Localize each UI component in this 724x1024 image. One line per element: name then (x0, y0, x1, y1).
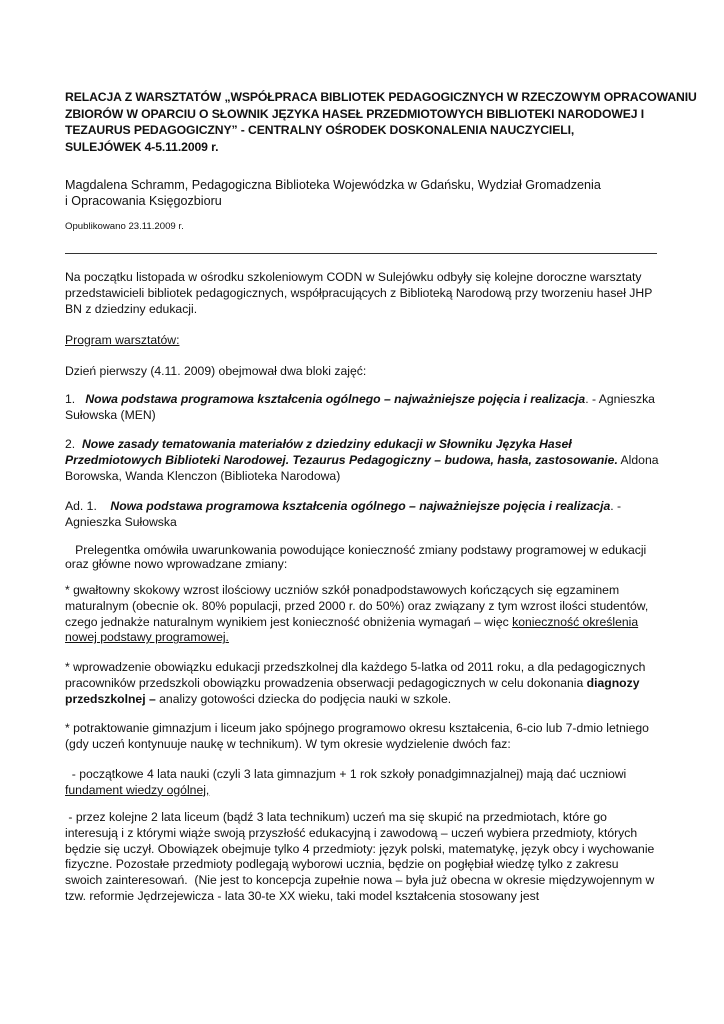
program-heading: Program warsztatów: (65, 333, 180, 347)
ad1-speaker: . - Agnieszka Sułowska (65, 499, 622, 529)
title-line-2: ZBIORÓW W OPARCIU O SŁOWNIK JĘZYKA HASEŁ PRZEDMIOTOWYCH BIBLIOTEKI NARODOWEJ I (65, 106, 645, 121)
author-line-1: Magdalena Schramm, Pedagogiczna Biblioteka Wojewódzka w Gdańsku, Wydział Gromadzenia (65, 178, 601, 192)
program-item-1 (65, 392, 659, 424)
publication-date: Opublikowano 23.11.2009 r. (65, 221, 184, 232)
item-2-speakers: Aldona Borowska, Wanda Klenczon (Biblioteka Narodowa) (65, 452, 659, 483)
sub-item-2: - przez kolejne 2 lata liceum (bądź 3 lata technikum) uczeń ma się skupić na przedmiotach, które go interesują i z którymi wiąże swoją przyszłość edukacyjną i zawodową – uczeń wybiera przedmioty, których będzie się uczył. Obowiązek obejmuje tylko 4 przedmioty: język polski, matematykę, język obcy i wychowanie fizyczne. Pozostałe przedmioty podlegają wyborowi ucznia, będzie on pogłębiał wiedzę tylko z zakresu swoich zainteresowań. (Nie jest to koncepcja zupełnie nowa – była już obecna w okresie międzywojennym w tzw. reformie Jędrzejewicza - lata 30-te XX wieku, taki model kształcenia stosowany jest (65, 810, 658, 903)
title-line-4: SULEJÓWEK 4-5.11.2009 r. (65, 139, 219, 154)
item-2-title: Nowe zasady tematowania materiałów z dziedziny edukacji w Słowniku Języka Haseł Przedmiotowych Biblioteki Narodowej. Tezaurus Pedagogiczny – budowa, hasła, zastosowanie. (65, 437, 618, 467)
bullet-2-bold: diagnozy przedszkolnej – (65, 675, 640, 706)
day-one-paragraph: Dzień pierwszy (4.11. 2009) obejmował dwa bloki zajęć: (65, 364, 367, 378)
title-line-1: RELACJA Z WARSZTATÓW „WSPÓŁPRACA BIBLIOTEK PEDAGOGICZNYCH W RZECZOWYM OPRACOWANIU (65, 90, 697, 104)
bullet-2-rest: analizy gotowości dziecka do podjęcia nauki w szkole. (155, 691, 452, 706)
bullet-2 (65, 660, 659, 707)
title-line-3: TEZAURUS PEDAGOGICZNY” - CENTRALNY OŚRODEK DOSKONALENIA NAUCZYCIELI, (65, 123, 575, 137)
author-line-2: i Opracowania Księgozbioru (65, 194, 222, 208)
sub-item-1-underlined: fundament wiedzy ogólnej, (65, 782, 210, 797)
item-1-number: 1. (65, 392, 76, 406)
sub-item-1 (65, 767, 659, 799)
item-1-speaker: . - Agnieszka Sułowska (MEN) (65, 392, 655, 422)
bullet-1 (65, 583, 659, 646)
ad1-heading (65, 499, 659, 531)
item-1-title: Nowa podstawa programowa kształcenia ogólnego – najważniejsze pojęcia i realizacja (85, 392, 586, 406)
sub-item-1-text: - początkowe 4 lata nauki (czyli 3 lata gimnazjum + 1 rok szkoły ponadgimnazjalnej) mają dać uczniowi (65, 767, 630, 781)
bullet-1-underlined: konieczność określenia nowej podstawy programowej. (65, 614, 639, 645)
bullet-2-text: * wprowadzenie obowiązku edukacji przedszkolnej dla każdego 5-latka od 2011 roku, a dla pedagogicznych pracowników przedszkoli obowiązku prowadzenia obserwacji pedagogicznych w celu dokonania (65, 660, 646, 690)
horizontal-divider (65, 253, 657, 254)
lecturer-paragraph: Prelegentka omówiła uwarunkowania powodujące konieczność zmiany podstawy programowej w edukacji oraz główne nowo wprowadzane zmiany: (65, 543, 650, 571)
author-affiliation (65, 177, 659, 209)
document-title (65, 89, 697, 155)
bullet-1-text: * gwałtowny skokowy wzrost ilościowy uczniów szkół ponadpodstawowych kończących się egzaminem maturalnym (obecnie ok. 80% populacji, przed 2000 r. do 50%) oraz związany z tym wzrost ilości studentów, czego jednakże naturalnym wynikiem jest konieczność obniżenia wymagań – więc (65, 583, 649, 629)
intro-paragraph: Na początku listopada w ośrodku szkoleniowym CODN w Sulejówku odbyły się kolejne doroczne warsztaty przedstawicieli bibliotek pedagogicznych, współpracujących z Biblioteką Narodową przy tworzeniu haseł JHP BN z dziedziny edukacji. (65, 270, 653, 316)
bullet-3: * potraktowanie gimnazjum i liceum jako spójnego programowo okresu kształcenia, 6-cio lub 7-dmio letniego (gdy uczeń kontynuuje naukę w technikum). W tym okresie wydzielenie dwóch faz: (65, 721, 649, 751)
program-item-2 (65, 437, 659, 484)
ad1-label: Ad. 1. (65, 499, 97, 513)
ad1-title: Nowa podstawa programowa kształcenia ogólnego – najważniejsze pojęcia i realizacja (110, 499, 611, 513)
item-2-number: 2. (65, 437, 76, 451)
